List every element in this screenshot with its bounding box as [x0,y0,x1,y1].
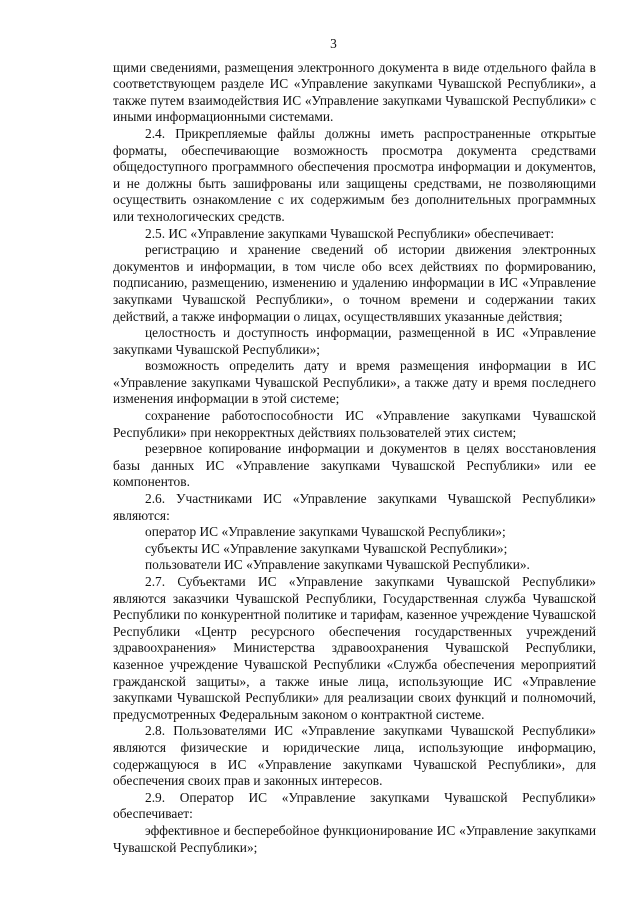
paragraph: пользователи ИС «Управление закупками Чувашской Республики». [145,557,530,573]
paragraph: 2.5. ИС «Управление закупками Чувашской Республики» обеспечивает: [145,225,555,241]
paragraph: возможность определить дату и время размещения информации в ИС «Управление закупками Чувашской Республики», а также дату и время последнего изменения информации в этой системе; [113,358,596,407]
paragraph: 2.8. Пользователями ИС «Управление закупками Чувашской Республики» являются физические и юридические лица, использующие информацию, содержащуюся в ИС «Управление закупками Чувашской Республики», для обеспечения своих прав и законных интересов. [113,723,596,789]
paragraph: субъекты ИС «Управление закупками Чувашской Республики»; [145,540,508,556]
paragraph: резервное копирование информации и документов в целях восстановления базы данных ИС «Управление закупками Чувашской Республики» или ее компонентов. [113,441,596,490]
paragraph: 2.4. Прикрепляемые файлы должны иметь распространенные открытые форматы, обеспечивающие возможность просмотра документа средствами общедоступного программного обеспечения просмотра информации и документов, и не должны быть зашифрованы или защищены средствами, не позволяющими осуществить ознакомление с их содержимым без дополнительных программных или технологических средств. [113,125,596,224]
paragraph: сохранение работоспособности ИС «Управление закупками Чувашской Республики» при некорректных действиях пользователей этих систем; [113,408,596,440]
paragraph: 2.9. Оператор ИС «Управление закупками Чувашской Республики» обеспечивает: [113,789,596,822]
paragraph: 2.6. Участниками ИС «Управление закупками Чувашской Республики» являются: [113,491,596,523]
paragraph: щими сведениями, размещения электронного документа в виде отдельного файла в соответствующем разделе ИС «Управление закупками Чувашской Республики», а также путем взаимодействия ИС «Управление закупками Чувашской Республики» с иными информационными системами. [113,59,596,125]
page-number: 3 [330,36,337,51]
document-body [113,60,596,857]
paragraph: эффективное и бесперебойное функционирование ИС «Управление закупками Чувашской Республики»; [113,822,596,855]
paragraph: регистрацию и хранение сведений об истории движения электронных документов и информации, в том числе обо всех действиях по формированию, подписанию, размещению, изменению и удалению информации в ИС «Управление закупками Чувашской Республики», о точном времени и содержании таких действий, а также информации о лицах, осуществлявших указанные действия; [113,242,596,324]
paragraph: целостность и доступность информации, размещенной в ИС «Управление закупками Чувашской Республики»; [113,325,596,357]
paragraph: 2.7. Субъектами ИС «Управление закупками Чувашской Республики» являются заказчики Чувашской Республики, Государственная служба Чувашской Республики по конкурентной политике и тарифам, казенное учреждение Чувашской Республики «Центр ресурсного обеспечения государственных учреждений здравоохранения» Министерства здравоохранения Чувашской Республики, казенное учреждение Чувашской Республики «Служба обеспечения мероприятий гражданской защиты», а также иные лица, использующие ИС «Управление закупками Чувашской Республики» для реализации своих функций и полномочий, предусмотренных Федеральным законом о контрактной системе. [113,574,596,722]
paragraph: оператор ИС «Управление закупками Чувашской Республики»; [145,524,506,540]
